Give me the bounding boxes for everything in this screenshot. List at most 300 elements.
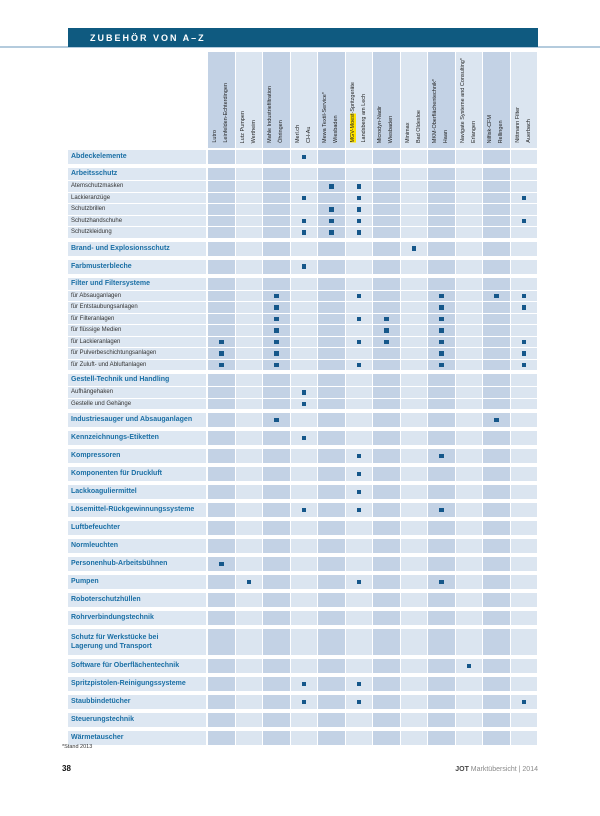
row-label-text: Farbmusterbleche (71, 262, 132, 270)
matrix-cell (401, 575, 429, 589)
matrix-cell (291, 611, 319, 625)
matrix-cell (208, 360, 236, 371)
category-row (68, 659, 538, 673)
matrix-cell (346, 521, 374, 535)
product-dot (357, 490, 362, 495)
matrix-cell (483, 629, 511, 655)
matrix-cell (318, 216, 346, 227)
matrix-cell (318, 503, 346, 517)
matrix-cell (483, 181, 511, 192)
matrix-cell (318, 485, 346, 499)
matrix-cell (263, 193, 291, 204)
matrix-cell (401, 713, 429, 727)
company-header (346, 52, 374, 148)
product-dot (439, 305, 444, 310)
matrix-cell (236, 150, 264, 164)
matrix-cell (236, 611, 264, 625)
company-name: Minimax (404, 122, 411, 143)
matrix-cell (456, 557, 484, 571)
matrix-cell (456, 150, 484, 164)
matrix-cell (318, 695, 346, 709)
matrix-cell (401, 695, 429, 709)
matrix-cell (373, 677, 401, 691)
category-row (68, 150, 538, 164)
product-dot (522, 363, 527, 368)
matrix-cell (401, 216, 429, 227)
row-label-text: für Absauganlagen (71, 292, 122, 299)
matrix-cell (483, 348, 511, 359)
matrix-cell (373, 399, 401, 410)
matrix-cell (401, 611, 429, 625)
matrix-cell (456, 314, 484, 325)
matrix-cell (373, 204, 401, 215)
matrix-cell (263, 557, 291, 571)
row-label (68, 695, 208, 709)
matrix-cell (401, 731, 429, 745)
matrix-cell (263, 242, 291, 256)
row-label (68, 485, 208, 499)
matrix-cell (511, 593, 539, 607)
row-label-text: Lösemittel-Rückgewinnungssysteme (71, 506, 195, 514)
company-label (430, 79, 452, 143)
matrix-cell (236, 629, 264, 655)
matrix-cell (483, 325, 511, 336)
matrix-cell (208, 227, 236, 238)
matrix-cell (318, 242, 346, 256)
matrix-cell (318, 181, 346, 192)
matrix-cell (346, 227, 374, 238)
product-dot (384, 340, 389, 345)
matrix-cell (428, 713, 456, 727)
matrix-cell (318, 314, 346, 325)
matrix-cell (401, 449, 429, 463)
matrix-cell (428, 314, 456, 325)
matrix-cell (208, 291, 236, 302)
product-dot (467, 664, 472, 669)
matrix-cell (291, 291, 319, 302)
matrix-cell (208, 314, 236, 325)
matrix-cell (428, 611, 456, 625)
matrix-cell (511, 449, 539, 463)
product-dot (522, 340, 527, 345)
product-dot (302, 264, 307, 269)
matrix-cell (483, 302, 511, 313)
matrix-cell (511, 659, 539, 673)
matrix-cell (401, 227, 429, 238)
product-dot (522, 305, 527, 310)
matrix-cell (346, 557, 374, 571)
matrix-cell (456, 302, 484, 313)
matrix-cell (236, 539, 264, 553)
row-label-text: Roboterschutzhüllen (71, 596, 141, 604)
company-header-row (68, 52, 538, 148)
matrix-cell (318, 374, 346, 386)
product-dot (522, 351, 527, 356)
matrix-cell (291, 314, 319, 325)
product-dot (412, 246, 417, 251)
matrix-cell (236, 431, 264, 445)
matrix-cell (373, 731, 401, 745)
matrix-cell (428, 150, 456, 164)
matrix-cell (428, 593, 456, 607)
matrix-cell (263, 387, 291, 398)
matrix-cell (511, 677, 539, 691)
matrix-cell (373, 291, 401, 302)
footer-brand: JOT (455, 766, 469, 773)
row-label-text: Filter und Filtersysteme (71, 279, 150, 287)
matrix-cell (511, 431, 539, 445)
company-name: Nittmann Filter (514, 107, 521, 143)
product-dot (357, 230, 362, 235)
matrix-cell (373, 413, 401, 427)
matrix-cell (511, 485, 539, 499)
matrix-cell (483, 413, 511, 427)
category-row (68, 575, 538, 589)
matrix-cell (428, 360, 456, 371)
matrix-cell (263, 521, 291, 535)
matrix-cell (208, 713, 236, 727)
matrix-cell (291, 150, 319, 164)
matrix-cell (428, 242, 456, 256)
row-label (68, 539, 208, 553)
row-label-text: Brand- und Explosionsschutz (71, 244, 170, 252)
matrix-cell (401, 659, 429, 673)
company-name: Mahle Industriefiltration (267, 86, 274, 143)
matrix-cell (346, 204, 374, 215)
matrix-cell (346, 413, 374, 427)
matrix-cell (236, 485, 264, 499)
matrix-cell (346, 399, 374, 410)
matrix-cell (208, 677, 236, 691)
matrix-cell (263, 695, 291, 709)
product-dot (357, 219, 362, 224)
company-city: Wiesbaden (333, 115, 340, 143)
matrix-cell (346, 731, 374, 745)
company-header (208, 52, 236, 148)
matrix-cell (483, 291, 511, 302)
matrix-cell (373, 302, 401, 313)
matrix-cell (346, 485, 374, 499)
matrix-cell (483, 193, 511, 204)
matrix-cell (346, 387, 374, 398)
matrix-cell (456, 337, 484, 348)
company-city: Erlangen (470, 120, 477, 143)
matrix-cell (401, 399, 429, 410)
matrix-cell (236, 695, 264, 709)
matrix-cell (263, 291, 291, 302)
matrix-cell (291, 503, 319, 517)
matrix-cell (428, 325, 456, 336)
category-row (68, 278, 538, 290)
matrix-cell (208, 593, 236, 607)
matrix-cell (291, 348, 319, 359)
company-name: Lutro (212, 130, 219, 143)
row-label-text: Abdeckelemente (71, 153, 127, 161)
matrix-cell (318, 659, 346, 673)
matrix-cell (511, 216, 539, 227)
matrix-cell (373, 449, 401, 463)
matrix-cell (511, 413, 539, 427)
matrix-cell (373, 360, 401, 371)
company-header (236, 52, 264, 148)
matrix-cell (428, 677, 456, 691)
matrix-cell (373, 348, 401, 359)
matrix-cell (456, 695, 484, 709)
matrix-cell (318, 713, 346, 727)
matrix-cell (346, 302, 374, 313)
matrix-cell (263, 216, 291, 227)
matrix-cell (511, 399, 539, 410)
matrix-cell (401, 413, 429, 427)
matrix-cell (401, 150, 429, 164)
row-label-text: Wärmetauscher (71, 734, 124, 742)
title-bar (68, 28, 538, 47)
product-dot (274, 351, 279, 356)
category-row (68, 168, 538, 180)
row-label (68, 387, 208, 398)
matrix-cell (263, 348, 291, 359)
row-label-text: Schutz für Werkstücke bei (71, 633, 159, 641)
product-dot (329, 219, 334, 224)
product-dot (494, 294, 499, 299)
matrix-cell (401, 242, 429, 256)
product-dot (439, 508, 444, 513)
matrix-cell (428, 521, 456, 535)
row-label (68, 399, 208, 410)
matrix-cell (483, 611, 511, 625)
matrix-cell (346, 168, 374, 180)
company-header (483, 52, 511, 148)
row-label-text: für Entstaubungsanlagen (71, 304, 138, 311)
category-row (68, 260, 538, 274)
row-label (68, 677, 208, 691)
matrix-cell (236, 731, 264, 745)
matrix-cell (208, 521, 236, 535)
matrix-cell (291, 227, 319, 238)
company-city: Bad Oldesloe (415, 109, 422, 143)
matrix-cell (456, 713, 484, 727)
product-dot (522, 700, 527, 705)
matrix-cell (401, 291, 429, 302)
matrix-cell (291, 260, 319, 274)
matrix-cell (291, 193, 319, 204)
matrix-cell (373, 485, 401, 499)
matrix-cell (318, 291, 346, 302)
matrix-cell (346, 216, 374, 227)
matrix-cell (346, 593, 374, 607)
matrix-cell (318, 302, 346, 313)
matrix-cell (456, 181, 484, 192)
matrix-cell (318, 399, 346, 410)
matrix-cell (236, 503, 264, 517)
matrix-cell (318, 387, 346, 398)
matrix-body (68, 150, 538, 745)
matrix-cell (511, 260, 539, 274)
company-label (403, 110, 425, 143)
sub-row (68, 216, 538, 227)
matrix-cell (346, 629, 374, 655)
row-label-text: Software für Oberflächentechnik (71, 662, 180, 670)
matrix-cell (428, 374, 456, 386)
matrix-cell (318, 278, 346, 290)
row-label (68, 168, 208, 180)
matrix-cell (428, 348, 456, 359)
matrix-cell (483, 593, 511, 607)
matrix-cell (318, 348, 346, 359)
matrix-cell (318, 204, 346, 215)
row-label-text: Komponenten für Druckluft (71, 470, 162, 478)
matrix-cell (263, 467, 291, 481)
matrix-cell (346, 374, 374, 386)
matrix-cell (263, 713, 291, 727)
matrix-cell (208, 204, 236, 215)
matrix-cell (456, 348, 484, 359)
row-label-text: Kompressoren (71, 452, 121, 460)
matrix-cell (511, 181, 539, 192)
row-label (68, 204, 208, 215)
matrix-cell (511, 467, 539, 481)
matrix-cell (401, 485, 429, 499)
row-label (68, 360, 208, 371)
product-dot (357, 682, 362, 687)
sub-row (68, 348, 538, 359)
matrix-cell (208, 557, 236, 571)
matrix-cell (236, 181, 264, 192)
matrix-cell (236, 677, 264, 691)
matrix-cell (263, 204, 291, 215)
matrix-cell (428, 168, 456, 180)
matrix-cell (263, 314, 291, 325)
matrix-cell (456, 677, 484, 691)
matrix-cell (208, 629, 236, 655)
matrix-cell (428, 575, 456, 589)
matrix-cell (263, 731, 291, 745)
matrix-cell (373, 503, 401, 517)
matrix-cell (511, 314, 539, 325)
matrix-cell (401, 539, 429, 553)
product-dot (274, 305, 279, 310)
category-row (68, 593, 538, 607)
matrix-cell (456, 629, 484, 655)
matrix-cell (428, 557, 456, 571)
matrix-cell (401, 204, 429, 215)
matrix-cell (428, 659, 456, 673)
row-label (68, 659, 208, 673)
matrix-cell (346, 325, 374, 336)
matrix-cell (346, 659, 374, 673)
matrix-cell (318, 150, 346, 164)
matrix-cell (263, 302, 291, 313)
matrix-cell (236, 713, 264, 727)
row-label-text: Pumpen (71, 578, 99, 586)
matrix-cell (291, 629, 319, 655)
row-label-text: Steuerungstechnik (71, 716, 135, 724)
row-label-text: Schutzkleidung (71, 229, 112, 236)
matrix-cell (291, 360, 319, 371)
row-label (68, 278, 208, 290)
product-dot (274, 340, 279, 345)
matrix-cell (401, 193, 429, 204)
matrix-cell (318, 168, 346, 180)
matrix-cell (263, 539, 291, 553)
row-label-text: Schutzbrillen (71, 206, 106, 213)
matrix-cell (318, 449, 346, 463)
matrix-cell (456, 413, 484, 427)
matrix-cell (236, 216, 264, 227)
product-dot (439, 580, 444, 585)
matrix-cell (263, 374, 291, 386)
matrix-cell (401, 348, 429, 359)
matrix-cell (263, 227, 291, 238)
matrix-cell (318, 360, 346, 371)
row-label (68, 291, 208, 302)
matrix-cell (318, 193, 346, 204)
matrix-cell (208, 387, 236, 398)
company-header (401, 52, 429, 148)
matrix-cell (373, 713, 401, 727)
matrix-cell (373, 659, 401, 673)
matrix-cell (373, 227, 401, 238)
matrix-cell (483, 575, 511, 589)
company-city: Wertheim (250, 119, 257, 143)
matrix-cell (318, 593, 346, 607)
matrix-cell (318, 467, 346, 481)
matrix-cell (291, 431, 319, 445)
page-number: 38 (62, 764, 71, 773)
sub-row (68, 302, 538, 313)
row-label-text: Atemschutzmasken (71, 183, 124, 190)
row-label (68, 503, 208, 517)
matrix-cell (511, 521, 539, 535)
matrix-cell (291, 659, 319, 673)
matrix-cell (208, 485, 236, 499)
row-label (68, 260, 208, 274)
matrix-cell (483, 387, 511, 398)
matrix-cell (456, 278, 484, 290)
product-dot (439, 454, 444, 459)
matrix-cell (428, 449, 456, 463)
matrix-cell (483, 360, 511, 371)
matrix-cell (511, 387, 539, 398)
matrix-cell (263, 181, 291, 192)
matrix-cell (236, 360, 264, 371)
matrix-cell (428, 467, 456, 481)
company-city: Auerbach (525, 119, 532, 143)
matrix-cell (208, 399, 236, 410)
matrix-cell (291, 242, 319, 256)
matrix-cell (346, 181, 374, 192)
matrix-cell (456, 431, 484, 445)
matrix-cell (263, 278, 291, 290)
matrix-cell (263, 168, 291, 180)
matrix-cell (208, 193, 236, 204)
footer-text: Marktübersicht | 2014 (468, 766, 538, 773)
matrix-cell (346, 713, 374, 727)
matrix-cell (401, 325, 429, 336)
row-label-text: Schutzhandschuhe (71, 217, 123, 224)
company-header (511, 52, 539, 148)
matrix-cell (373, 593, 401, 607)
matrix-cell (511, 150, 539, 164)
matrix-cell (346, 449, 374, 463)
matrix-cell (456, 204, 484, 215)
matrix-cell (373, 260, 401, 274)
matrix-cell (318, 557, 346, 571)
matrix-cell (483, 677, 511, 691)
matrix-cell (318, 677, 346, 691)
company-city: Landsberg am Lech (360, 94, 367, 143)
matrix-cell (483, 227, 511, 238)
